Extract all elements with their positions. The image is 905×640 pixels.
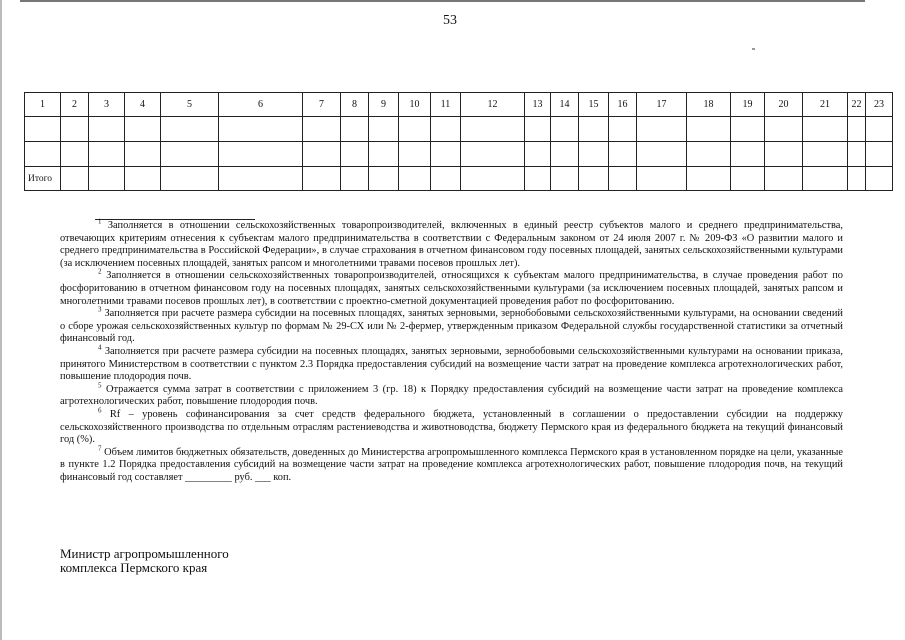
total-label: Итого bbox=[25, 167, 61, 191]
table-cell bbox=[219, 167, 303, 191]
table-cell bbox=[866, 167, 893, 191]
column-number: 7 bbox=[303, 93, 341, 117]
table-cell bbox=[399, 117, 431, 142]
table-cell bbox=[461, 142, 525, 167]
footnote-mark: 5 bbox=[98, 381, 102, 390]
column-number: 15 bbox=[579, 93, 609, 117]
table-cell bbox=[637, 167, 687, 191]
table-cell bbox=[551, 142, 579, 167]
footnote-mark: 1 bbox=[98, 217, 102, 226]
table-cell bbox=[609, 117, 637, 142]
footnote-text: Отражается сумма затрат в соответствии с приложением 3 (гр. 18) к Порядку предоставления субсидий на возмещение части затрат на проведение комплекса агротехнологических работ, повышение плодородия почв. bbox=[60, 383, 843, 408]
column-number: 13 bbox=[525, 93, 551, 117]
table-cell bbox=[399, 167, 431, 191]
footnote bbox=[60, 406, 843, 447]
table-cell bbox=[687, 142, 731, 167]
column-number: 9 bbox=[369, 93, 399, 117]
column-number: 3 bbox=[89, 93, 125, 117]
table-cell bbox=[61, 117, 89, 142]
table-cell bbox=[803, 167, 848, 191]
table-row bbox=[25, 117, 893, 142]
footnote-mark: 3 bbox=[98, 305, 102, 314]
column-number: 21 bbox=[803, 93, 848, 117]
column-number: 19 bbox=[731, 93, 765, 117]
column-number: 6 bbox=[219, 93, 303, 117]
table-cell bbox=[609, 142, 637, 167]
column-number: 5 bbox=[161, 93, 219, 117]
signature-line-1: Министр агропромышленного bbox=[60, 546, 229, 561]
table-cell bbox=[579, 167, 609, 191]
table-cell bbox=[609, 167, 637, 191]
table-cell bbox=[431, 167, 461, 191]
column-number: 10 bbox=[399, 93, 431, 117]
table-cell bbox=[765, 142, 803, 167]
table-cell bbox=[731, 167, 765, 191]
page-number: 53 bbox=[443, 13, 457, 28]
footnote-text: Заполняется при расчете размера субсидии на посевных площадях, занятых зерновыми, зернобобовыми сельскохозяйственными культурами на основании приказа, принятого Министерством в соответствии с пунктом 2.3 Порядка предоставления субсидий на возмещение части затрат на проведение комплекса агротехнологических работ, повышение плодородия почв. bbox=[60, 345, 843, 383]
table-cell bbox=[61, 142, 89, 167]
table-cell bbox=[731, 142, 765, 167]
table-cell bbox=[461, 167, 525, 191]
table-cell bbox=[551, 117, 579, 142]
table-cell bbox=[161, 117, 219, 142]
footnote-mark: 2 bbox=[98, 267, 102, 276]
footnote bbox=[60, 343, 843, 384]
column-number: 4 bbox=[125, 93, 161, 117]
footnote-text: Заполняется при расчете размера субсидии на посевных площадях, занятых зерновыми, зернобобовыми сельскохозяйственными культурами, на основании сведений о сборе урожая сельскохозяйственных культур по формам № 29-СХ или № 2-фермер, утвержденным приказом Федеральной службы государственной статистики за отчетный финансовый год. bbox=[60, 308, 843, 345]
table-cell bbox=[369, 117, 399, 142]
footnote bbox=[60, 381, 843, 409]
column-number: 20 bbox=[765, 93, 803, 117]
table-total-row bbox=[25, 167, 893, 191]
table-cell bbox=[551, 167, 579, 191]
column-number: 18 bbox=[687, 93, 731, 117]
scan-edge-top bbox=[20, 0, 865, 2]
column-number: 1 bbox=[25, 93, 61, 117]
footnotes bbox=[60, 217, 843, 484]
table-cell bbox=[525, 142, 551, 167]
table-cell bbox=[89, 117, 125, 142]
column-number: 16 bbox=[609, 93, 637, 117]
table-cell bbox=[687, 167, 731, 191]
table-header-row bbox=[25, 93, 893, 117]
column-number: 8 bbox=[341, 93, 369, 117]
table-cell bbox=[637, 117, 687, 142]
footnote-text: Заполняется в отношении сельскохозяйственных товаропроизводителей, включенных в единый реестр субъектов малого и среднего предпринимательства, отвечающих критериям отнесения к субъектам малого предпринимательства в соответствии с Федеральным законом от 24 июля 2007 г. № 209-ФЗ «О развитии малого и среднего предпринимательства в Российской Федерации», в случае страхования в отчетном финансовом году посевных площадей, занятых сельскохозяйственными культурами (за исключением посевных площадей, занятых рапсом и многолетними травами посевов прошлых лет). bbox=[60, 220, 843, 269]
footnote-text: Rf – уровень софинансирования за счет средств федерального бюджета, установленный в соглашении о предоставлении субсидии на поддержку сельскохозяйственного производства по отдельным отраслям растениеводства и животноводства, бюджету Пермского края из федерального бюджета на текущий финансовый год (%). bbox=[60, 408, 843, 446]
table-cell bbox=[687, 117, 731, 142]
column-number: 23 bbox=[866, 93, 893, 117]
table-cell bbox=[341, 117, 369, 142]
footnote bbox=[60, 305, 843, 346]
table-cell bbox=[303, 142, 341, 167]
table-cell bbox=[161, 167, 219, 191]
column-number: 11 bbox=[431, 93, 461, 117]
scan-edge-left bbox=[0, 0, 2, 640]
table-cell bbox=[848, 117, 866, 142]
table-cell bbox=[89, 167, 125, 191]
table-cell bbox=[341, 167, 369, 191]
table-cell bbox=[25, 142, 61, 167]
footnote bbox=[60, 217, 843, 270]
table-cell bbox=[125, 142, 161, 167]
table-cell bbox=[89, 142, 125, 167]
footnote bbox=[60, 267, 843, 308]
table-cell bbox=[303, 117, 341, 142]
table-cell bbox=[125, 167, 161, 191]
table-cell bbox=[25, 117, 61, 142]
signature-line-2: комплекса Пермского края bbox=[60, 560, 208, 575]
column-number: 12 bbox=[461, 93, 525, 117]
table-cell bbox=[125, 117, 161, 142]
footnote bbox=[60, 444, 843, 485]
table-cell bbox=[369, 142, 399, 167]
table-cell bbox=[431, 142, 461, 167]
table-cell bbox=[341, 142, 369, 167]
table-cell bbox=[803, 117, 848, 142]
column-number: 17 bbox=[637, 93, 687, 117]
table-cell bbox=[803, 142, 848, 167]
column-number: 14 bbox=[551, 93, 579, 117]
footnote-mark: 6 bbox=[98, 406, 102, 415]
table-cell bbox=[61, 167, 89, 191]
table-cell bbox=[219, 142, 303, 167]
table-cell bbox=[579, 142, 609, 167]
table-cell bbox=[765, 117, 803, 142]
footnote-text: Заполняется в отношении сельскохозяйственных товаропроизводителей, относящихся к субъектам малого предпринимательства, в случае проведения работ по фосфоритованию в отчетном финансовом году на посевных площадях, занятых сельскохозяйственными культурами (за исключением посевных площадей, занятых рапсом и многолетними травами посевов прошлых лет), в соответствии с проектно-сметной документацией проведения работ по фосфоритованию. bbox=[60, 270, 843, 307]
column-number: 22 bbox=[848, 93, 866, 117]
table-cell bbox=[431, 117, 461, 142]
table-cell bbox=[219, 117, 303, 142]
footnote-mark: 7 bbox=[98, 444, 102, 453]
footnote-text: Объем лимитов бюджетных обязательств, доведенных до Министерства агропромышленного комплекса Пермского края в установленном порядке на цели, указанные в пункте 1.2 Порядка предоставления субсидий на возмещение части затрат на проведение комплекса агротехнологических работ, повышение плодородия почв, на текущий финансовый год составляет _________ руб. ___ коп. bbox=[60, 446, 843, 483]
scan-speck bbox=[752, 48, 755, 50]
table-cell bbox=[525, 167, 551, 191]
footnote-mark: 4 bbox=[98, 343, 102, 352]
table-cell bbox=[369, 167, 399, 191]
table-cell bbox=[866, 142, 893, 167]
table-cell bbox=[866, 117, 893, 142]
table-cell bbox=[579, 117, 609, 142]
table-cell bbox=[731, 117, 765, 142]
data-table bbox=[24, 92, 893, 191]
column-number: 2 bbox=[61, 93, 89, 117]
signature-block bbox=[60, 547, 229, 575]
table-cell bbox=[765, 167, 803, 191]
table-row bbox=[25, 142, 893, 167]
table-cell bbox=[303, 167, 341, 191]
table-cell bbox=[637, 142, 687, 167]
table-cell bbox=[461, 117, 525, 142]
table-cell bbox=[848, 167, 866, 191]
table-cell bbox=[161, 142, 219, 167]
table-cell bbox=[525, 117, 551, 142]
table-cell bbox=[399, 142, 431, 167]
table-cell bbox=[848, 142, 866, 167]
